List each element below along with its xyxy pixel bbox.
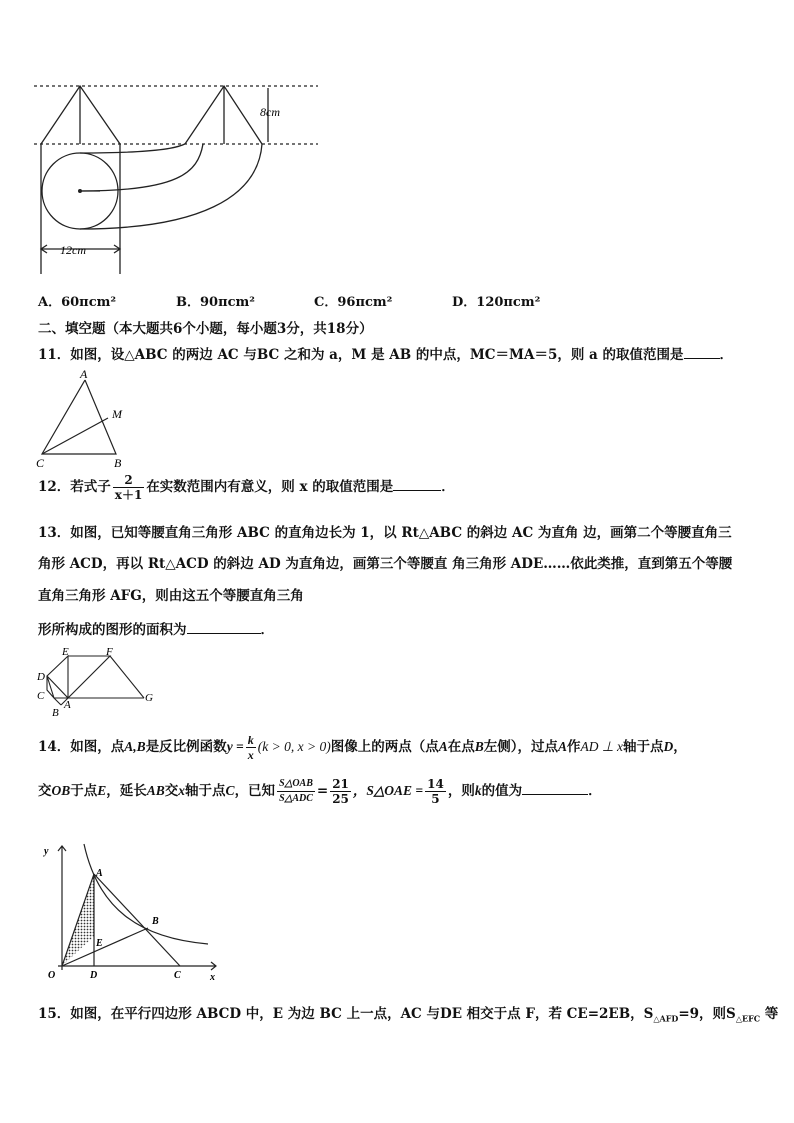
svg-text:M: M [112,407,122,421]
svg-text:B: B [114,456,122,470]
height-label: 8cm [260,105,280,119]
choice-a: A．60πcm² [38,295,117,310]
section-heading: 二、填空题（本大题共6个小题，每小题3分，共18分） [38,321,373,337]
q14-line2: 交OB于点E，延长AB交x轴于点C，已知 $\frac{\text{S△OAB}}{\text{S△ADC}}$ = $\frac{21}{25}$ ，S△OAE = $\frac{14}{5}$ ，则k的值为 ． [38,777,602,806]
svg-text:G: G [145,692,153,704]
svg-text:E: E [62,646,69,658]
svg-text:C: C [36,456,45,470]
choice-d: D．120πcm² [452,295,541,310]
svg-text:C: C [37,690,45,702]
svg-text:E: E [96,938,103,949]
q13-line3: 直角三角形 AFG，则由这五个等腰直角三角 [38,588,304,604]
svg-text:O: O [48,970,56,981]
svg-text:A: A [64,699,71,711]
svg-text:C: C [174,970,181,981]
svg-text:F: F [106,646,113,658]
choice-c: C．96πcm² [314,295,393,310]
svg-text:D: D [90,970,98,981]
choice-b: B．90πcm² [176,295,255,310]
width-label: 12cm [60,243,86,257]
svg-text:B: B [152,916,159,927]
q14-line1: 14．如图，点A,B是反比例函数y = $\frac{k}{x}$ (k > 0, x > 0)图像上的两点（点A在点B左侧），过点A作AD ⊥ x轴于点D， [38,733,687,762]
svg-text:A: A [96,868,103,879]
q14-figure [38,838,224,982]
q12-text: 12．若式子 $\frac{2}{x+1}$ 在实数范围内有意义，则 x 的取值范围是 ． [38,473,455,502]
q13-line4: 形所构成的图形的面积为 ． [38,622,274,638]
svg-text:D: D [37,671,45,683]
svg-text:y: y [44,846,49,857]
q15-text: 15．如图，在平行四边形 ABCD 中，E 为边 BC 上一点，AC 与DE 相交于点 F，若 CE=2EB，$S_{\triangle AFD}=9$，则$S_{\triangle EFC}$ 等 [38,1006,779,1024]
q13-line1: 13．如图，已知等腰直角三角形 ABC 的直角边长为 1，以 Rt△ABC 的斜边 AC 为直角 边，画第二个等腰直角三 [38,525,732,541]
q11-text: 11．如图，设△ABC 的两边 AC 与BC 之和为 a，M 是 AB 的中点，MC＝MA＝5，则 a 的取值范围是 ． [38,347,733,363]
svg-text:x: x [210,972,215,982]
svg-text:B: B [52,707,59,719]
q10-figure [28,78,328,278]
q11-figure [34,368,130,470]
q13-line2: 角形 ACD，再以 Rt△ACD 的斜边 AD 为直角边，画第三个等腰直 角三角形 ADE……依此类推，直到第五个等腰 [38,556,733,572]
svg-text:A: A [80,368,88,381]
q13-figure [34,646,158,720]
